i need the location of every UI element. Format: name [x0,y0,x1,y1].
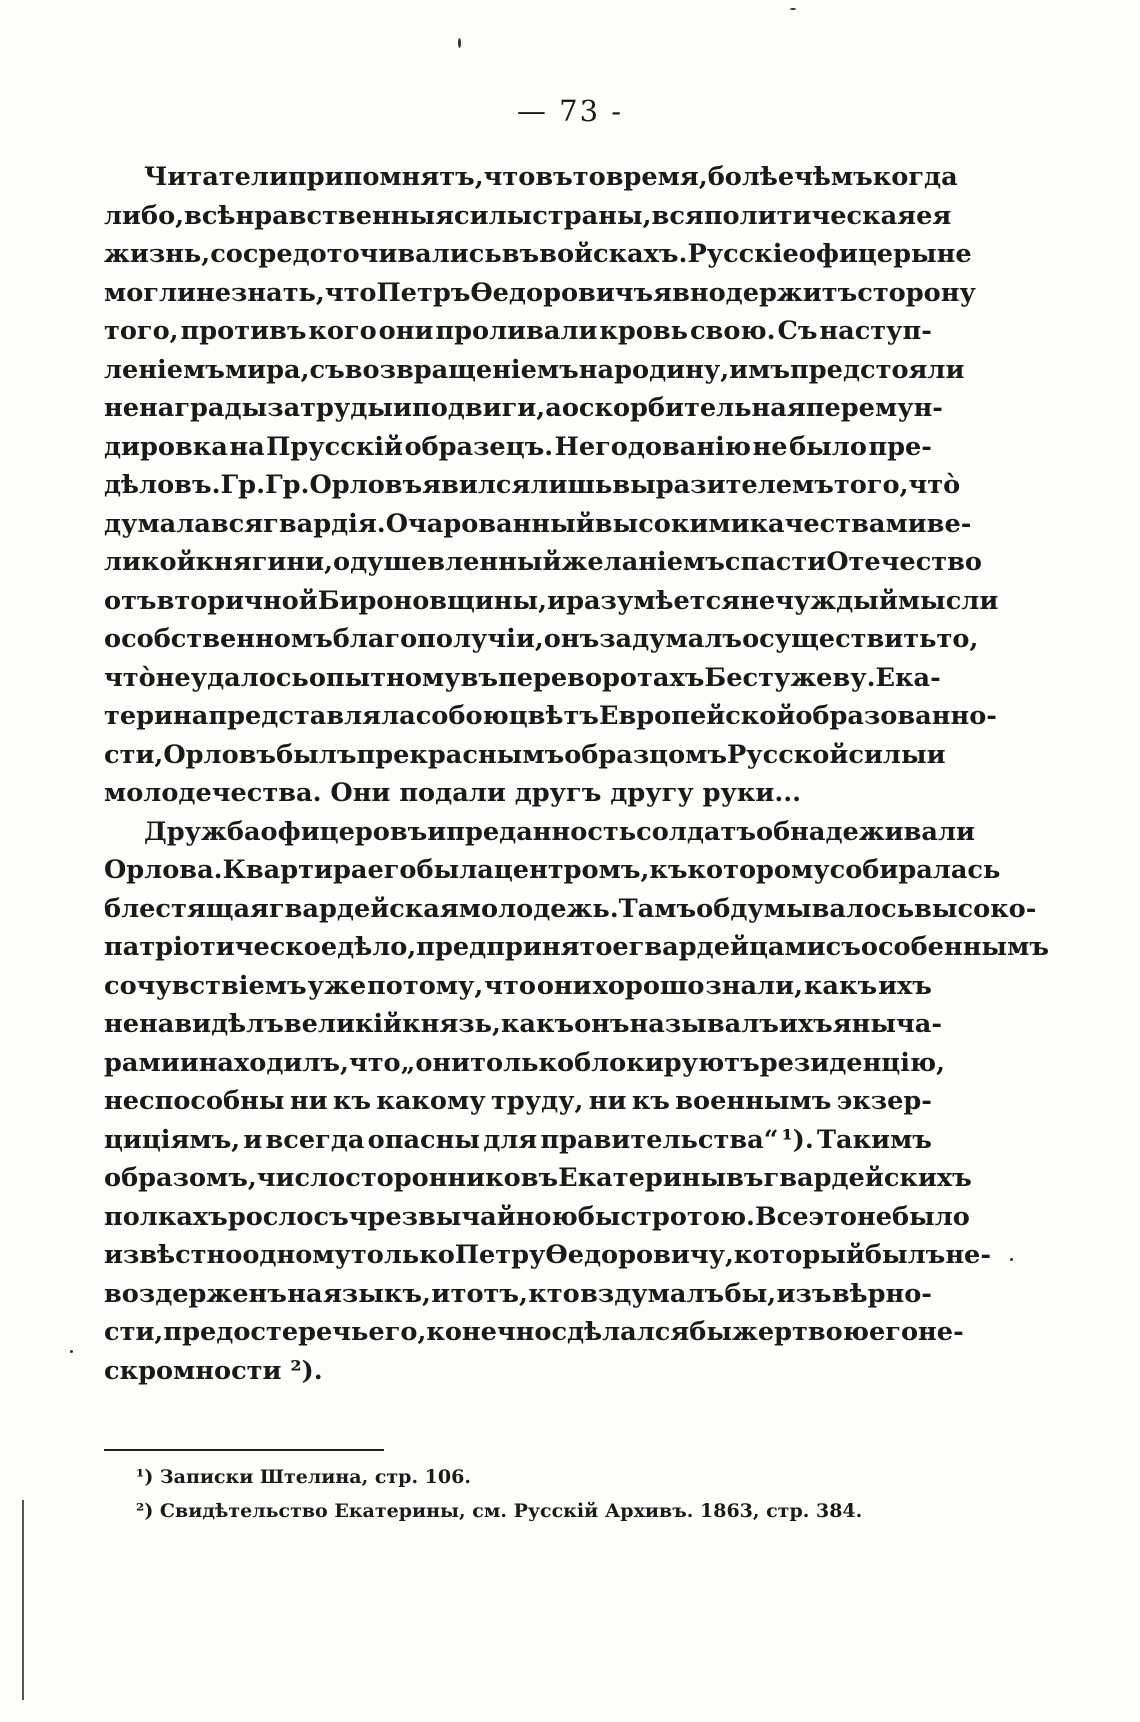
footnote: ²) Свидѣтельство Екатерины, см. Русскій Архивъ. 1863, стр. 384. [136,1500,863,1522]
text-line: неспособны ни къ какому труду, ни къ военнымъ экзер- [104,1086,932,1116]
text-line: молодечества. Они подали другъ другу руки... [104,778,802,808]
text-line: что̀ не удалось опытному въ переворотахъ Бестужеву. Ека- [104,662,941,693]
scan-speck [458,38,461,48]
text-line: патріотическое дѣло, предпринятое гвардейцами съ особеннымъ [104,932,1049,962]
text-line: полкахъ росло съ чрезвычайною быстротою. Все это не было [104,1201,970,1232]
text-line: сти, предостеречь его, конечно сдѣлался бы жертвою его не- [104,1317,964,1347]
text-line: того, противъ кого они проливали кровь свою. Съ наступ- [104,316,932,346]
text-line: дѣловъ. Гр. Гр. Орловъ явился лишь выразителемъ того, что̀ [104,470,961,500]
scan-speck [70,1350,73,1353]
text-line: скромности ²). [104,1355,323,1386]
scan-speck [790,8,796,10]
paragraph [104,813,1049,1391]
text-line: о собственномъ благополучіи, онъ задумалъ осуществить то, [104,624,979,654]
text-line: извѣстно одному только Петру Ѳедоровичу, который былъ не- [104,1240,991,1270]
text-line: либо, всѣ нравственныя силы страны, вся политическая ея [104,200,952,231]
text-line: не награды за труды и подвиги, а оскорбительная перемун- [104,393,943,423]
text-line: дировка на Прусскій образецъ. Негодованію не было пре- [104,431,932,462]
text-line: Орлова. Квартира его была центромъ, къ которому собиралась [104,855,1001,885]
text-line: ненавидѣлъ великій князь, какъ онъ называлъ ихъ янычa- [104,1009,942,1039]
scan-margin-mark [22,1500,24,1700]
paragraph [104,158,999,813]
footnotes [136,1460,896,1528]
text-line: ликой княгини, одушевленный желаніемъ спасти Отечество [104,547,982,577]
text-line: рами и находилъ, что „они только блокируютъ резиденцію, [104,1047,946,1078]
text-line: сти, Орловъ былъ прекраснымъ образцомъ Русской силы и [104,739,946,770]
text-line: Читатели припомнятъ, что въ то время, болѣе чѣмъ когда [144,162,958,192]
scan-speck [1010,1258,1013,1261]
text-line: могли не знать, что Петръ Ѳедоровичъ явно держитъ сторону [104,277,976,308]
text-line: отъ вторичной Бироновщины, и разумѣется не чуждый мысли [104,585,999,616]
page-number: — 73 - [516,94,624,128]
body-text [104,158,1049,1390]
text-line: воздерженъ на языкъ, и тотъ, кто вздумалъ бы, изъ вѣрно- [104,1278,932,1309]
footnote: ¹) Записки Штелина, стр. 106. [136,1466,471,1488]
text-line: Дружба офицеровъ и преданность солдатъ обнадеживали [144,816,976,847]
text-line: блестящая гвардейская молодежь. Тамъ обдумывалось высоко- [104,893,1037,924]
text-line: сочувствіемъ уже потому, что они хорошо знали, какъ ихъ [104,970,932,1001]
text-line: циціямъ, и всегда опасны для правительства“ ¹). Такимъ [104,1124,932,1155]
text-line: жизнь, сосредоточивались въ войскахъ. Русскіе офицеры не [104,239,972,269]
text-line: образомъ, число сторонниковъ Екатерины въ гвардейскихъ [104,1163,972,1193]
text-line: думала вся гвардія. Очарованный высокими качествами ве- [104,508,972,539]
text-line: леніемъ мира, съ возвращеніемъ на родину, имъ предстояли [104,354,965,385]
text-line: терина представляла собою цвѣтъ Европейской образованно- [104,701,997,731]
footnote-rule [104,1449,384,1451]
